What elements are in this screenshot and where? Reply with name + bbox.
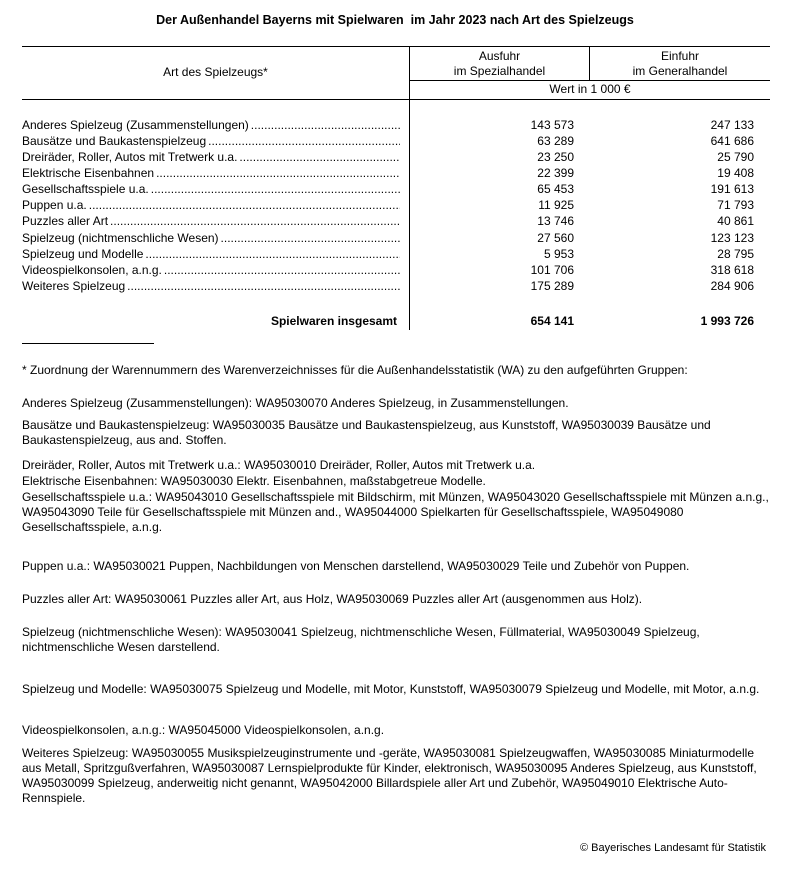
import-value: 28 795 (717, 247, 754, 261)
row-label: Weiteres Spielzeug (22, 279, 126, 293)
table-row (22, 213, 758, 229)
total-label: Spielwaren insgesamt (270, 314, 397, 328)
footnote-item: Elektrische Eisenbahnen: WA95030030 Elektr. Eisenbahnen, maßstabgetreue Modelle. (22, 474, 486, 488)
footnote-item: Spielzeug und Modelle: WA95030075 Spielzeug und Modelle, mit Motor, Kunststoff, WA95030079 Spielzeug und Modelle, mit Motor, a.n.g. (22, 682, 760, 696)
footnote-separator (22, 343, 154, 344)
header-unit: Wert in 1 000 € (549, 82, 631, 96)
header-sub-rule (409, 80, 770, 81)
table-row (22, 181, 758, 197)
import-value: 123 123 (710, 231, 754, 245)
footnote-item: Dreiräder, Roller, Autos mit Tretwerk u.a.: WA95030010 Dreiräder, Roller, Autos mit Tretwerk u.a. (22, 458, 536, 472)
table-top-rule (22, 46, 770, 47)
import-value: 247 133 (710, 118, 754, 132)
total-export-value: 654 141 (530, 314, 574, 328)
export-value: 23 250 (537, 150, 574, 164)
export-value: 13 746 (537, 214, 574, 228)
table-title: Der Außenhandel Bayerns mit Spielwaren im Jahr 2023 nach Art des Spielzeugs (156, 13, 634, 27)
total-import-value: 1 993 726 (700, 314, 754, 328)
footnote-item: Gesellschaftsspiele u.a.: WA95043010 Gesellschaftsspiele mit Bildschirm, mit Münzen, WA95043020 Gesellschaftsspiele mit Münzen a.n.g., WA95043090 Teile für Gesellschaftsspiele mit Münzen and., WA95044000 Spielkarten für Gesellschaftsspiele, WA95049080 Gesellschaftsspiele, a.n.g. (22, 490, 769, 534)
row-label: Puppen u.a. (22, 198, 87, 212)
row-label: Dreiräder, Roller, Autos mit Tretwerk u.a. (22, 150, 238, 164)
row-label: Elektrische Eisenbahnen (22, 166, 155, 180)
export-value: 5 953 (543, 247, 574, 261)
import-value: 71 793 (717, 198, 754, 212)
footnote-intro: * Zuordnung der Warennummern des Warenverzeichnisses für die Außenhandelsstatistik (WA) zu den aufgeführten Gruppen: (22, 363, 688, 377)
row-label: Spielzeug (nichtmenschliche Wesen) (22, 231, 219, 245)
row-label: Puzzles aller Art (22, 214, 109, 228)
table-row (22, 230, 758, 246)
import-value: 25 790 (717, 150, 754, 164)
import-value: 284 906 (710, 279, 754, 293)
import-value: 19 408 (717, 166, 754, 180)
row-label: Gesellschaftsspiele u.a. (22, 182, 149, 196)
import-value: 318 618 (710, 263, 754, 277)
export-value: 175 289 (530, 279, 574, 293)
footnote-item: Puppen u.a.: WA95030021 Puppen, Nachbildungen von Menschen darstellend, WA95030029 Teile und Zubehör von Puppen. (22, 559, 690, 573)
export-value: 11 925 (538, 198, 574, 212)
table-row (22, 133, 758, 149)
table-row (22, 262, 758, 278)
footnote-item: Anderes Spielzeug (Zusammenstellungen): WA95030070 Anderes Spielzeug, in Zusammenstellungen. (22, 396, 569, 410)
table-row (22, 278, 758, 294)
header-bottom-rule (22, 99, 770, 100)
header-category: Art des Spielzeugs* (163, 65, 268, 79)
header-import-line2: im Generalhandel (632, 64, 728, 78)
row-label: Videospielkonsolen, a.n.g. (22, 263, 162, 277)
footnote-item: Puzzles aller Art: WA95030061 Puzzles aller Art, aus Holz, WA95030069 Puzzles aller Art (ausgenommen aus Holz). (22, 592, 643, 606)
footnote-item: Videospielkonsolen, a.n.g.: WA95045000 Videospielkonsolen, a.n.g. (22, 723, 385, 737)
total-row (22, 313, 758, 329)
row-label: Spielzeug und Modelle (22, 247, 144, 261)
table-row (22, 197, 758, 213)
header-export-line2: im Spezialhandel (453, 64, 546, 78)
export-value: 65 453 (537, 182, 574, 196)
footnote-item: Bausätze und Baukastenspielzeug: WA95030035 Bausätze und Baukastenspielzeug, aus Kunststoff, WA95030039 Bausätze und Baukastenspielzeug, aus and. Stoffen. (22, 418, 711, 447)
export-value: 101 706 (530, 263, 574, 277)
footnote-item: Spielzeug (nichtmenschliche Wesen): WA95030041 Spielzeug, nichtmenschliche Wesen, Füllmaterial, WA95030049 Spielzeug, nichtmenschliche Wesen darstellend. (22, 625, 700, 654)
table-row (22, 165, 758, 181)
export-value: 27 560 (537, 231, 574, 245)
import-value: 40 861 (717, 214, 754, 228)
row-label: Bausätze und Baukastenspielzeug (22, 134, 207, 148)
export-value: 63 289 (537, 134, 574, 148)
footnote-item: Weiteres Spielzeug: WA95030055 Musikspielzeuginstrumente und -geräte, WA95030081 Spielzeugwaffen, WA95030085 Miniaturmodelle aus Metall, Spritzgußverfahren, WA95030087 Lernspielprodukte für Kinder, elektronisch, WA95030095 Anderes Spielzeug, aus Kunststoff, WA95030099 Spielzeug, anderweitig nicht genannt, WA95042000 Billardspiele aller Art und Zubehör, WA95049010 Elektrische Auto-Rennspiele. (22, 746, 757, 805)
table-row (22, 149, 758, 165)
header-export-line1: Ausfuhr (478, 49, 521, 63)
export-value: 143 573 (530, 118, 574, 132)
import-value: 641 686 (710, 134, 754, 148)
copyright-notice: © Bayerisches Landesamt für Statistik (579, 842, 766, 854)
row-label: Anderes Spielzeug (Zusammenstellungen) (22, 118, 249, 132)
header-import-line1: Einfuhr (660, 49, 700, 63)
table-row (22, 246, 758, 262)
export-value: 22 399 (537, 166, 574, 180)
table-row (22, 117, 758, 133)
import-value: 191 613 (710, 182, 754, 196)
